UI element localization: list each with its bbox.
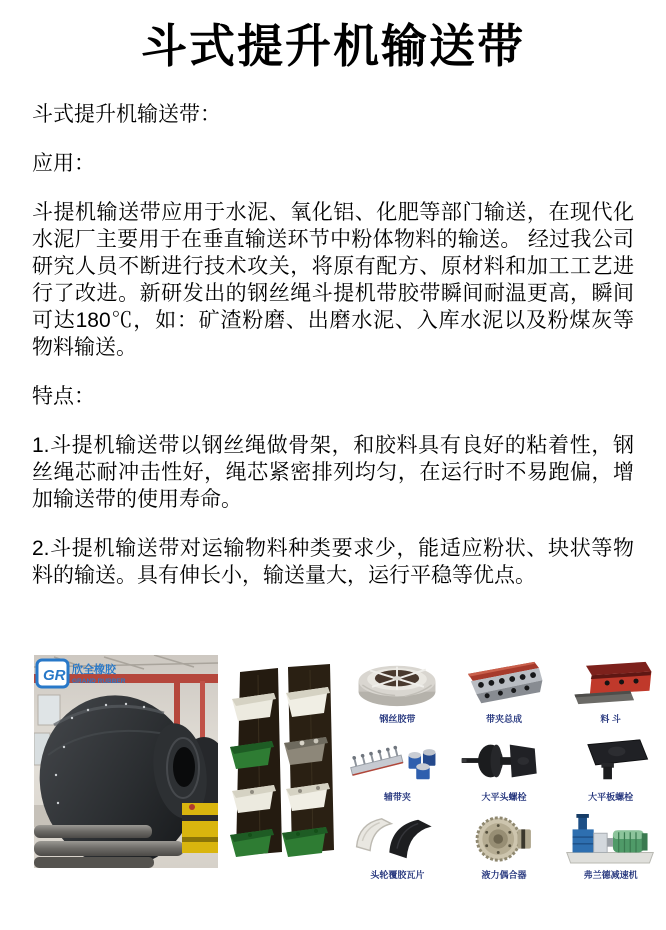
part-caption: 辅带夹 (383, 792, 411, 802)
part-cell-aux-clamp (346, 733, 449, 802)
part-cell-hopper (559, 655, 662, 724)
intro-line: 斗式提升机输送带： (32, 102, 221, 126)
part-caption: 头轮覆胶瓦片 (370, 870, 425, 880)
flat-head-bolt-image (454, 733, 554, 789)
part-caption: 大平板螺栓 (588, 792, 634, 802)
part-caption: 料 斗 (600, 714, 621, 724)
fluid-coupling-image (454, 811, 554, 867)
part-caption: 钢丝胶带 (379, 714, 416, 724)
part-caption: 大平头螺栓 (481, 792, 527, 802)
blue-couplers (409, 749, 436, 779)
flender-reducer-image (561, 811, 661, 867)
part-cell-flat-plate-bolt (559, 733, 662, 802)
section-heading-application: 应用： (32, 151, 95, 175)
hopper-image (561, 655, 661, 711)
factory-belt-roll-photo (34, 655, 218, 868)
part-caption: 弗兰德减速机 (583, 870, 638, 880)
steel-wire-belt-image (347, 655, 447, 711)
application-paragraph: 斗提机输送带应用于水泥、氧化铝、化肥等部门输送，在现代化水泥厂主要用于在垂直输送环节中粉体物料的输送。 经过我公司研究人员不断进行技术攻关，将原有配方、原材料和加工工艺进行了改进。新研发出的钢丝绳斗提机带胶带瞬间耐温更高，瞬间可达180℃，如：矿渣粉磨、出磨水泥、入库水泥以及粉煤灰等物料输送。 (32, 200, 634, 359)
section-heading-features: 特点： (32, 384, 95, 408)
yellow-machine (182, 803, 218, 853)
logo-abbr: GR (43, 667, 66, 684)
head-pulley-lagging-image (347, 811, 447, 867)
part-cell-fluid-coupling (453, 811, 556, 880)
feature-paragraph-1: 1.斗提机输送带以钢丝绳做骨架，和胶料具有良好的粘着性，钢丝绳芯耐冲击性好，绳芯紧密排列均匀，在运行时不易跑偏，增加输送带的使用寿命。 (32, 433, 634, 511)
feature-paragraph-2: 2.斗提机输送带对运输物料种类要求少，能适应粉状、块状等物料的输送。具有伸长小，输送量大，运行平稳等优点。 (32, 536, 634, 587)
product-gallery (34, 655, 646, 880)
part-cell-lagging-tiles (346, 811, 449, 880)
parts-grid (346, 655, 662, 880)
logo-name-en: GRAND RUBBER (72, 678, 126, 685)
body-text (0, 101, 666, 589)
brand-logo (37, 660, 126, 687)
page-title: 斗式提升机输送带 (141, 20, 525, 72)
part-caption: 液力偶合器 (481, 870, 527, 880)
part-cell-steel-wire-belt (346, 655, 449, 724)
part-cell-clamp-assembly (453, 655, 556, 724)
part-caption: 带夹总成 (485, 714, 522, 724)
part-cell-flat-head-bolt (453, 733, 556, 802)
flat-plate-bolt-image (561, 733, 661, 789)
bucket-display-photo (228, 655, 338, 868)
belt-clamp-assembly-image (454, 655, 554, 711)
part-cell-reducer (559, 811, 662, 880)
aux-belt-clamp-image (347, 733, 447, 789)
logo-name-cn: 欣全橡胶 (72, 664, 116, 676)
